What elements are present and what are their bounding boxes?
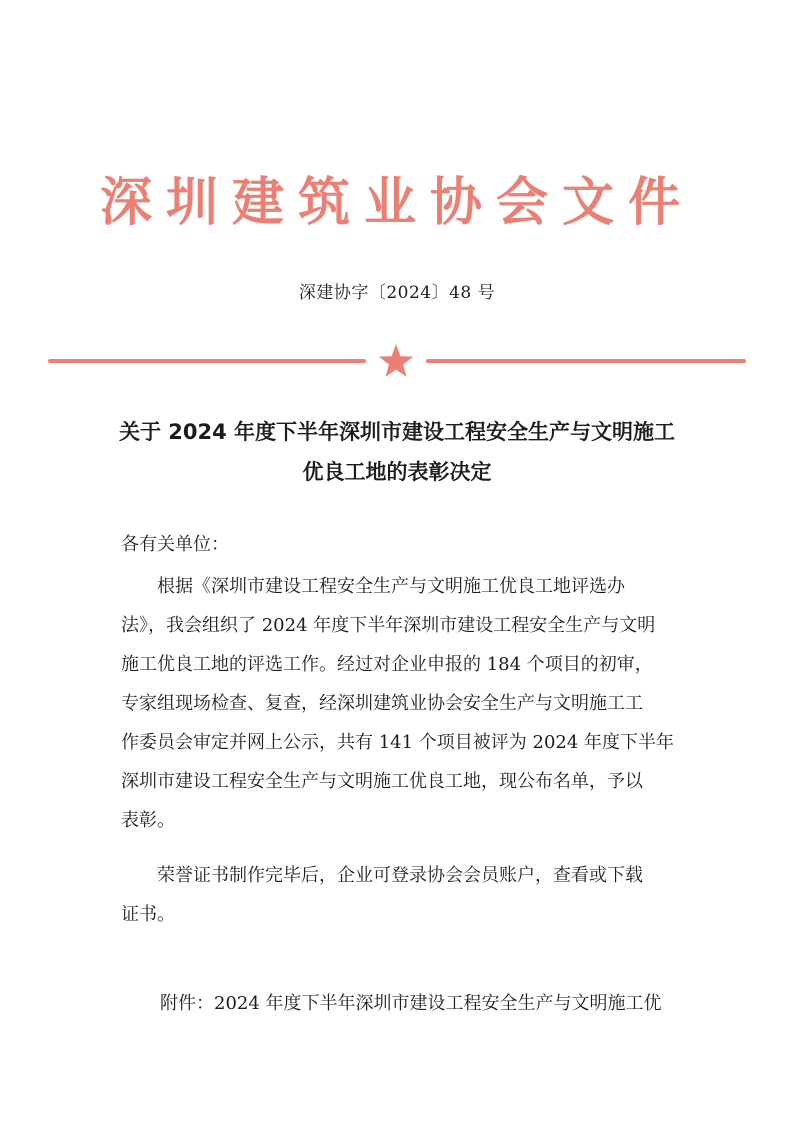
paragraph-line: 表彰。: [121, 810, 175, 831]
body-paragraph-1: [121, 567, 673, 840]
paragraph-line: 作委员会审定并网上公示，共有 141 个项目被评为 2024 年度下半年: [121, 732, 675, 753]
body-paragraph-2: [121, 856, 673, 934]
divider-line-left: [48, 359, 366, 363]
paragraph-line: 证书。: [121, 904, 175, 925]
title-line-1: 关于 2024 年度下半年深圳市建设工程安全生产与文明施工: [118, 420, 676, 444]
paragraph-line: 荣誉证书制作完毕后，企业可登录协会会员账户，查看或下载: [121, 865, 643, 886]
title-line-2: 优良工地的表彰决定: [302, 460, 492, 484]
masthead-title: 深圳建筑业协会文件: [99, 173, 694, 233]
red-divider: [48, 344, 746, 378]
paragraph-line: 专家组现场检查、复查，经深圳建筑业协会安全生产与文明施工工: [121, 693, 643, 714]
paragraph-line: 根据《深圳市建设工程安全生产与文明施工优良工地评选办: [121, 576, 625, 597]
paragraph-line: 施工优良工地的评选工作。经过对企业申报的 184 个项目的初审，: [121, 654, 653, 675]
paragraph-line: 深圳市建设工程安全生产与文明施工优良工地，现公布名单，予以: [121, 771, 643, 792]
divider-line-right: [426, 359, 746, 363]
attachment-note: 附件：2024 年度下半年深圳市建设工程安全生产与文明施工优: [160, 993, 662, 1014]
document-title: [80, 412, 714, 492]
document-number: 深建协字〔2024〕48 号: [298, 283, 496, 303]
star-icon: [378, 344, 414, 378]
paragraph-line: 法》，我会组织了 2024 年度下半年深圳市建设工程安全生产与文明: [121, 615, 656, 636]
salutation: 各有关单位：: [121, 534, 229, 555]
